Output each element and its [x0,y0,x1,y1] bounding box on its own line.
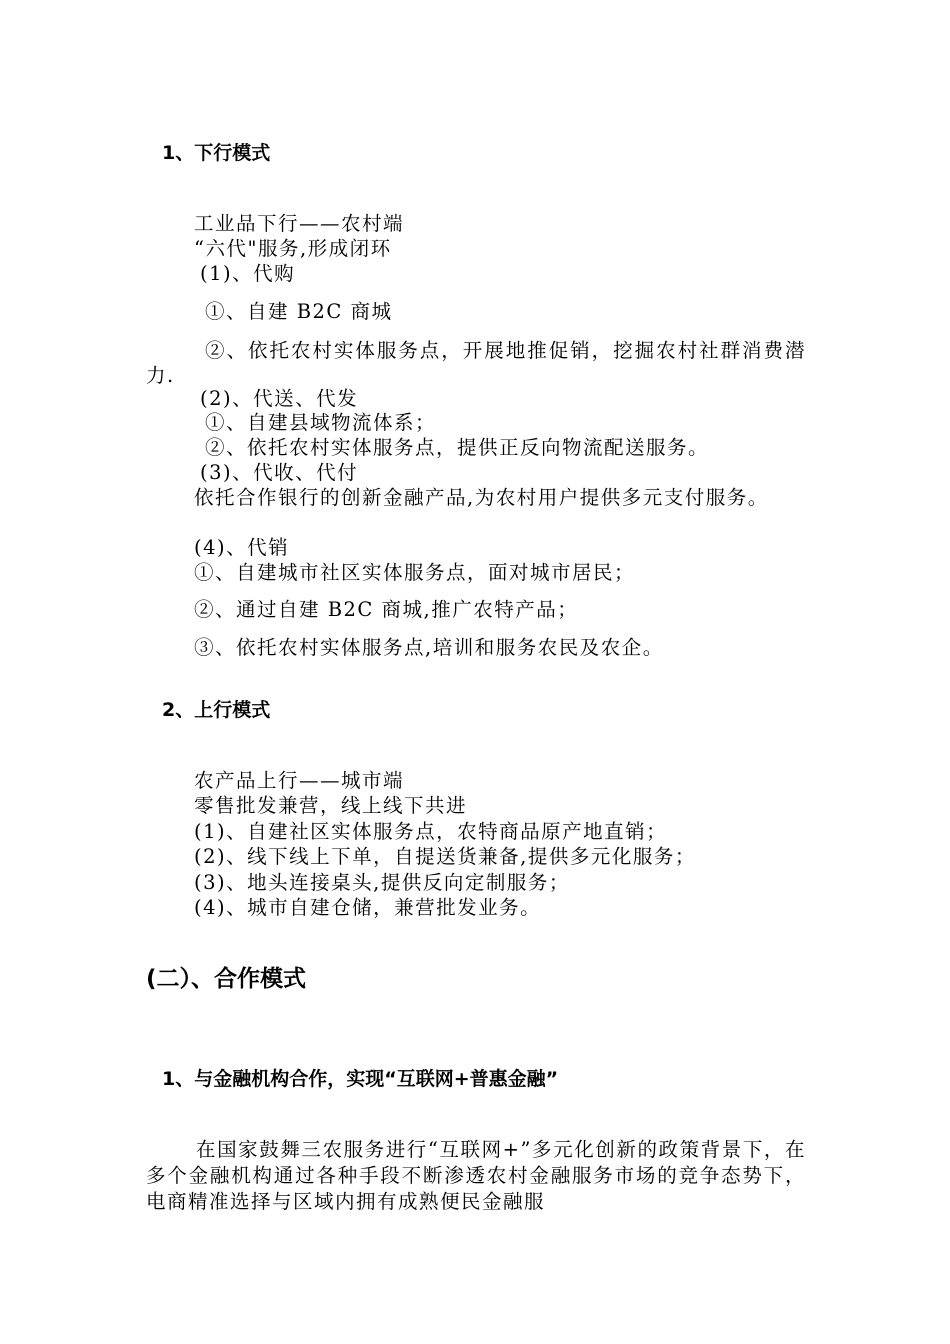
item-point: ②、依托农村实体服务点，开展地推促销，挖掘农村社群消费潜力. [146,339,806,387]
list-item: (2)、线下线上下单，自提送货兼备,提供多元化服务； [194,845,696,868]
item-title: (4)、代销 [194,536,290,559]
intro-line: “六代"服务,形成闭环 [194,237,392,260]
list-item: (1)、自建社区实体服务点，农特商品原产地直销； [194,820,668,843]
heading-coop-mode: (二）、合作模式 [146,966,307,992]
intro-line: 工业品下行——农村端 [194,212,405,235]
intro-line: 零售批发兼营，线上线下共进 [194,794,468,817]
item-point: ③、依托农村实体服务点,培训和服务农民及农企。 [194,636,664,659]
item-point: ②、通过自建 B2C 商城,推广农特产品； [194,598,579,621]
item-point: ②、依托农村实体服务点，提供正反向物流配送服务。 [205,436,710,459]
item-title: (3)、代收、代付 [200,461,359,484]
item-point: ①、自建 B2C 商城 [205,300,393,323]
heading-up-mode: 2、上行模式 [162,699,271,721]
item-point: ①、自建县域物流体系； [205,411,437,434]
item-text: 依托合作银行的创新金融产品,为农村用户提供多元支付服务。 [194,486,769,509]
item-title: (2)、代送、代发 [200,387,359,410]
list-item: (4)、城市自建仓储，兼营批发业务。 [194,896,542,919]
body-paragraph: 在国家鼓舞三农服务进行“互联网+”多元化创新的政策背景下，在多个金融机构通过各种手段不断渗透农村金融服务市场的竞争态势下，电商精准选择与区域内拥有成熟便民金融服 [146,1138,806,1213]
heading-finance-coop: 1、与金融机构合作，实现“互联网+普惠金融” [162,1068,559,1090]
item-point: ①、自建城市社区实体服务点，面对城市居民； [194,561,636,584]
intro-line: 农产品上行——城市端 [194,769,405,792]
list-item: (3)、地头连接桌头,提供反向定制服务； [194,871,570,894]
item-title: (1)、代购 [200,262,296,285]
heading-down-mode: 1、下行模式 [162,142,271,164]
